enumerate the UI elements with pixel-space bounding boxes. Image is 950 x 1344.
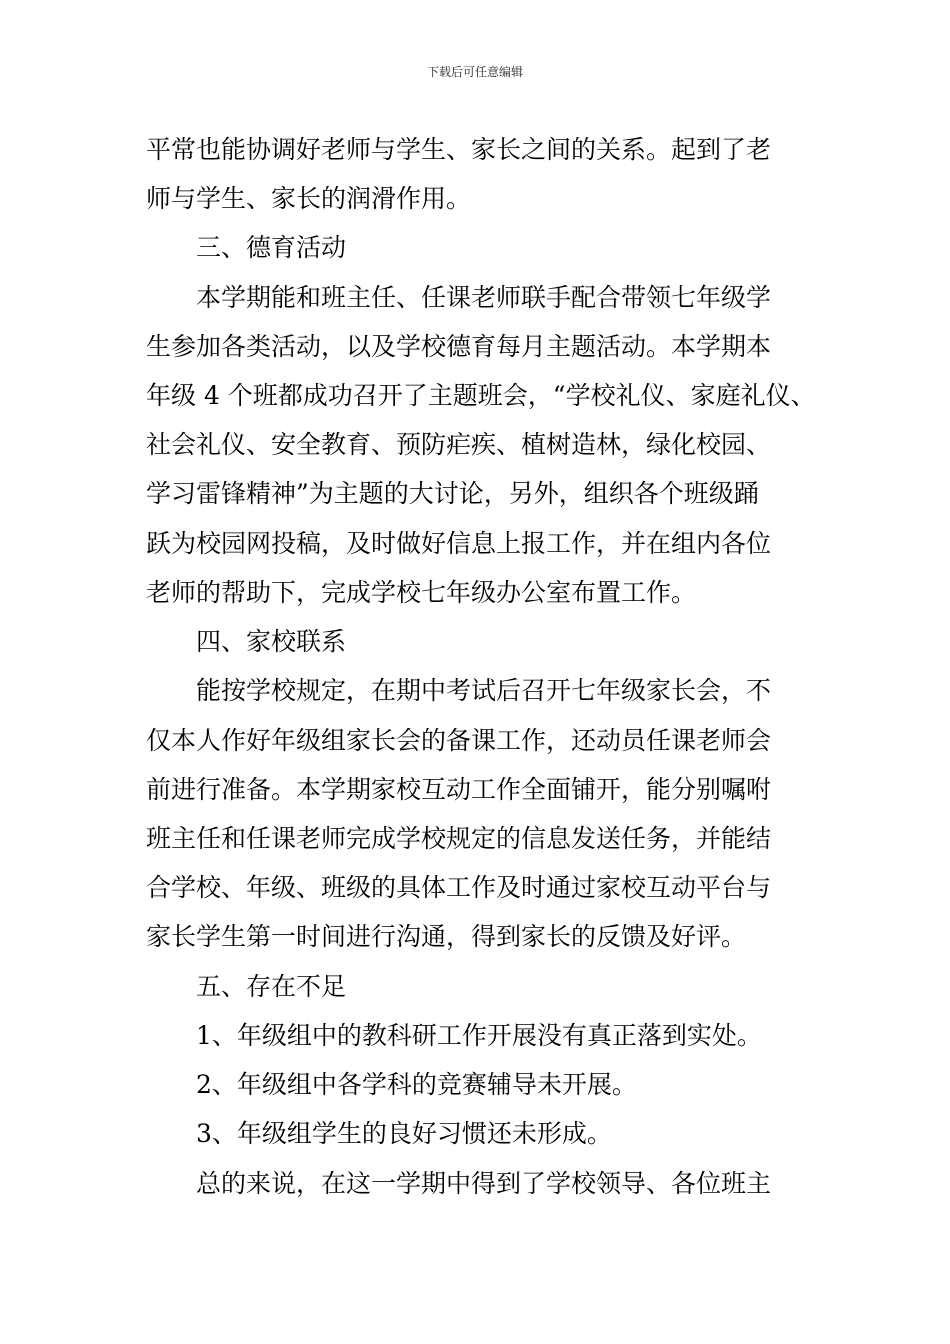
paragraph-line: 学习雷锋精神”为主题的大讨论，另外，组织各个班级踊 [146, 479, 759, 508]
page-header: 下载后可任意编辑 [426, 65, 523, 79]
list-item: 2、年级组中各学科的竞赛辅导未开展。 [196, 1070, 637, 1099]
paragraph-line: 总的来说，在这一学期中得到了学校领导、各位班主 [196, 1169, 772, 1198]
paragraph-line: 师与学生、家长的润滑作用。 [146, 184, 472, 213]
paragraph-line: 年级 4 个班都成功召开了主题班会，“学校礼仪、家庭礼仪、 [146, 381, 816, 410]
list-item: 3、年级组学生的良好习惯还未形成。 [196, 1119, 612, 1148]
section-heading: 五、存在不足 [196, 972, 347, 1001]
paragraph-line: 老师的帮助下，完成学校七年级办公室布置工作。 [146, 578, 697, 607]
section-heading: 四、家校联系 [196, 627, 347, 656]
paragraph-line: 跃为校园网投稿，及时做好信息上报工作，并在组内各位 [146, 529, 772, 558]
paragraph-line: 前进行准备。本学期家校互动工作全面铺开，能分别嘱咐 [146, 775, 772, 804]
paragraph-line: 社会礼仪、安全教育、预防疟疾、植树造林，绿化校园、 [146, 430, 772, 459]
paragraph-line: 仅本人作好年级组家长会的备课工作，还动员任课老师会 [146, 726, 772, 755]
paragraph-line: 本学期能和班主任、任课老师联手配合带领七年级学 [196, 283, 772, 312]
paragraph-line: 合学校、年级、班级的具体工作及时通过家校互动平台与 [146, 873, 772, 902]
paragraph-line: 平常也能协调好老师与学生、家长之间的关系。起到了老 [146, 135, 772, 164]
section-heading: 三、德育活动 [196, 233, 347, 262]
paragraph-line: 能按学校规定，在期中考试后召开七年级家长会，不 [196, 676, 772, 705]
list-item: 1、年级组中的教科研工作开展没有真正落到实处。 [196, 1021, 762, 1050]
paragraph-line: 班主任和任课老师完成学校规定的信息发送任务，并能结 [146, 824, 772, 853]
paragraph-line: 生参加各类活动，以及学校德育每月主题活动。本学期本 [146, 332, 772, 361]
paragraph-line: 家长学生第一时间进行沟通，得到家长的反馈及好评。 [146, 922, 747, 951]
